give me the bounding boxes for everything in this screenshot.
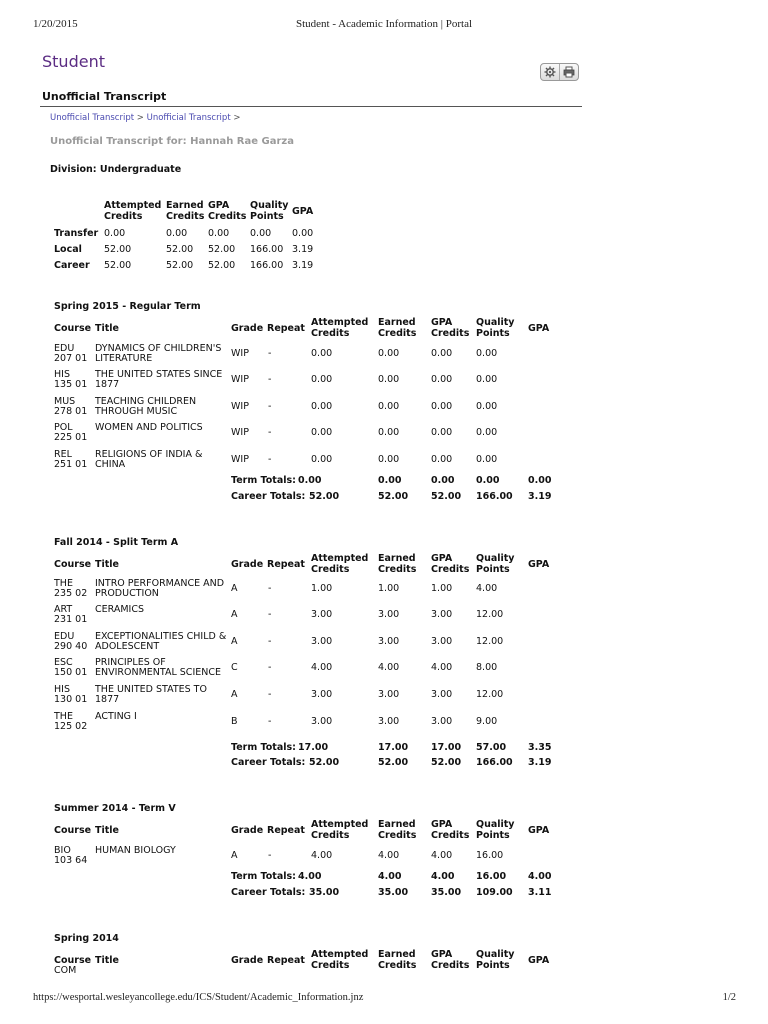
course-gpa-credits: 0.00 bbox=[431, 427, 453, 438]
career-total-value: 3.19 bbox=[528, 491, 552, 502]
course-code: EDU 207 01 bbox=[54, 343, 88, 364]
course-title: THE UNITED STATES TO 1877 bbox=[95, 684, 207, 705]
course-grade: A bbox=[231, 609, 238, 620]
course-column-header: GPA Credits bbox=[431, 819, 470, 841]
summary-header: Quality Points bbox=[250, 200, 289, 222]
course-gpa-credits: 1.00 bbox=[431, 583, 453, 594]
course-title: DYNAMICS OF CHILDREN'S LITERATURE bbox=[95, 343, 222, 364]
breadcrumb-link[interactable]: Unofficial Transcript bbox=[50, 113, 135, 123]
term-total-value: 17.00 bbox=[378, 742, 409, 753]
course-column-header: Grade bbox=[231, 825, 264, 836]
course-column-header: Repeat bbox=[267, 825, 305, 836]
course-repeat: - bbox=[268, 662, 272, 673]
course-grade: A bbox=[231, 583, 238, 594]
breadcrumb bbox=[50, 113, 240, 123]
course-quality-points: 0.00 bbox=[476, 348, 498, 359]
summary-value: 52.00 bbox=[104, 244, 132, 255]
course-grade: A bbox=[231, 689, 238, 700]
career-totals-label: Career Totals: bbox=[231, 887, 306, 898]
term-total-value: 0.00 bbox=[298, 475, 322, 486]
summary-value: 3.19 bbox=[292, 260, 314, 271]
course-code: REL 251 01 bbox=[54, 449, 88, 470]
course-title: ACTING I bbox=[95, 711, 137, 722]
term-total-value: 0.00 bbox=[528, 475, 552, 486]
course-earned: 0.00 bbox=[378, 427, 400, 438]
term-total-value: 0.00 bbox=[378, 475, 402, 486]
course-grade: WIP bbox=[231, 427, 249, 438]
term-total-value: 0.00 bbox=[431, 475, 455, 486]
course-earned: 4.00 bbox=[378, 850, 400, 861]
course-column-header: Quality Points bbox=[476, 317, 515, 339]
course-repeat: - bbox=[268, 348, 272, 359]
course-quality-points: 4.00 bbox=[476, 583, 498, 594]
course-code: ESC 150 01 bbox=[54, 657, 88, 678]
course-quality-points: 0.00 bbox=[476, 401, 498, 412]
course-title: WOMEN AND POLITICS bbox=[95, 422, 203, 433]
course-column-header: Attempted Credits bbox=[311, 553, 369, 575]
course-earned: 0.00 bbox=[378, 401, 400, 412]
course-quality-points: 0.00 bbox=[476, 454, 498, 465]
breadcrumb-separator: > bbox=[233, 113, 241, 123]
course-column-header: Title bbox=[95, 955, 119, 966]
summary-value: 52.00 bbox=[208, 260, 236, 271]
course-quality-points: 16.00 bbox=[476, 850, 504, 861]
career-total-value: 35.00 bbox=[378, 887, 409, 898]
course-gpa-credits: 0.00 bbox=[431, 348, 453, 359]
course-gpa-credits: 4.00 bbox=[431, 850, 453, 861]
course-earned: 1.00 bbox=[378, 583, 400, 594]
summary-header: GPA bbox=[292, 206, 314, 217]
summary-row-label: Transfer bbox=[54, 228, 99, 239]
course-column-header: Grade bbox=[231, 323, 264, 334]
course-attempted: 0.00 bbox=[311, 427, 333, 438]
term-total-value: 4.00 bbox=[528, 871, 552, 882]
course-gpa-credits: 0.00 bbox=[431, 454, 453, 465]
course-attempted: 0.00 bbox=[311, 454, 333, 465]
course-column-header: Quality Points bbox=[476, 819, 515, 841]
career-totals-label: Career Totals: bbox=[231, 757, 306, 768]
course-attempted: 0.00 bbox=[311, 401, 333, 412]
course-gpa-credits: 3.00 bbox=[431, 636, 453, 647]
summary-header: Attempted Credits bbox=[104, 200, 162, 222]
course-column-header: Earned Credits bbox=[378, 819, 417, 841]
course-gpa-credits: 0.00 bbox=[431, 401, 453, 412]
course-column-header: Earned Credits bbox=[378, 949, 417, 971]
course-grade: A bbox=[231, 850, 238, 861]
term-totals-label: Term Totals: bbox=[231, 742, 296, 753]
course-column-header: Repeat bbox=[267, 955, 305, 966]
course-gpa-credits: 0.00 bbox=[431, 374, 453, 385]
course-column-header: Quality Points bbox=[476, 949, 515, 971]
course-code: THE 125 02 bbox=[54, 711, 88, 732]
course-column-header: Course bbox=[54, 559, 92, 570]
course-code: EDU 290 40 bbox=[54, 631, 88, 652]
course-repeat: - bbox=[268, 716, 272, 727]
course-column-header: Course bbox=[54, 955, 92, 966]
course-repeat: - bbox=[268, 583, 272, 594]
career-total-value: 52.00 bbox=[309, 757, 340, 768]
section-divider bbox=[40, 106, 582, 107]
print-header bbox=[0, 14, 768, 34]
career-total-value: 52.00 bbox=[378, 491, 409, 502]
print-date: 1/20/2015 bbox=[33, 18, 78, 30]
course-attempted: 4.00 bbox=[311, 850, 333, 861]
course-repeat: - bbox=[268, 636, 272, 647]
toolbar-icons bbox=[540, 63, 579, 81]
summary-row-label: Career bbox=[54, 260, 90, 271]
print-url: https://wesportal.wesleyancollege.edu/ICS/Student/Academic_Information.jnz bbox=[33, 992, 364, 1003]
section-title: Unofficial Transcript bbox=[42, 90, 167, 103]
career-total-value: 52.00 bbox=[431, 491, 462, 502]
summary-header: Earned Credits bbox=[166, 200, 205, 222]
course-code: BIO 103 64 bbox=[54, 845, 88, 866]
summary-value: 0.00 bbox=[208, 228, 230, 239]
course-earned: 0.00 bbox=[378, 348, 400, 359]
career-total-value: 52.00 bbox=[378, 757, 409, 768]
summary-value: 0.00 bbox=[250, 228, 272, 239]
course-column-header: Title bbox=[95, 559, 119, 570]
course-repeat: - bbox=[268, 609, 272, 620]
course-code: HIS 130 01 bbox=[54, 684, 88, 705]
course-attempted: 0.00 bbox=[311, 348, 333, 359]
term-total-value: 17.00 bbox=[431, 742, 462, 753]
term-title: Fall 2014 - Split Term A bbox=[54, 537, 179, 548]
career-total-value: 166.00 bbox=[476, 757, 513, 768]
career-total-value: 3.11 bbox=[528, 887, 552, 898]
print-page-number: 1/2 bbox=[722, 992, 736, 1003]
course-repeat: - bbox=[268, 850, 272, 861]
course-code: MUS 278 01 bbox=[54, 396, 88, 417]
course-quality-points: 12.00 bbox=[476, 609, 504, 620]
term-total-value: 0.00 bbox=[476, 475, 500, 486]
course-quality-points: 0.00 bbox=[476, 427, 498, 438]
course-title: CERAMICS bbox=[95, 604, 145, 615]
course-title: HUMAN BIOLOGY bbox=[95, 845, 176, 856]
course-repeat: - bbox=[268, 427, 272, 438]
course-gpa-credits: 4.00 bbox=[431, 662, 453, 673]
term-totals-label: Term Totals: bbox=[231, 475, 296, 486]
course-attempted: 0.00 bbox=[311, 374, 333, 385]
summary-value: 52.00 bbox=[166, 244, 194, 255]
course-grade: WIP bbox=[231, 401, 249, 412]
course-gpa-credits: 3.00 bbox=[431, 716, 453, 727]
course-column-header: Grade bbox=[231, 559, 264, 570]
course-attempted: 1.00 bbox=[311, 583, 333, 594]
course-column-header: Earned Credits bbox=[378, 553, 417, 575]
course-earned: 0.00 bbox=[378, 454, 400, 465]
term-total-value: 17.00 bbox=[298, 742, 329, 753]
course-column-header: Repeat bbox=[267, 323, 305, 334]
course-title: TEACHING CHILDREN THROUGH MUSIC bbox=[95, 396, 197, 417]
summary-header: GPA Credits bbox=[208, 200, 247, 222]
course-code: POL 225 01 bbox=[54, 422, 88, 443]
course-attempted: 3.00 bbox=[311, 609, 333, 620]
career-total-value: 3.19 bbox=[528, 757, 552, 768]
course-gpa-credits: 3.00 bbox=[431, 609, 453, 620]
course-column-header: Course bbox=[54, 323, 92, 334]
course-earned: 3.00 bbox=[378, 716, 400, 727]
term-totals-label: Term Totals: bbox=[231, 871, 296, 882]
course-quality-points: 12.00 bbox=[476, 689, 504, 700]
course-column-header: Attempted Credits bbox=[311, 819, 369, 841]
division-label: Division: Undergraduate bbox=[50, 164, 182, 175]
summary-value: 166.00 bbox=[250, 260, 284, 271]
course-grade: B bbox=[231, 716, 238, 727]
career-total-value: 35.00 bbox=[309, 887, 340, 898]
course-code: HIS 135 01 bbox=[54, 369, 88, 390]
course-gpa-credits: 3.00 bbox=[431, 689, 453, 700]
course-quality-points: 9.00 bbox=[476, 716, 498, 727]
course-title: INTRO PERFORMANCE AND PRODUCTION bbox=[95, 578, 225, 599]
course-grade: WIP bbox=[231, 348, 249, 359]
course-code: COM bbox=[54, 965, 77, 976]
career-total-value: 52.00 bbox=[431, 757, 462, 768]
term-total-value: 16.00 bbox=[476, 871, 507, 882]
course-earned: 3.00 bbox=[378, 636, 400, 647]
course-column-header: Title bbox=[95, 323, 119, 334]
course-title: EXCEPTIONALITIES CHILD & ADOLESCENT bbox=[95, 631, 227, 652]
summary-row-label: Local bbox=[54, 244, 82, 255]
course-grade: C bbox=[231, 662, 238, 673]
career-total-value: 35.00 bbox=[431, 887, 462, 898]
course-column-header: Title bbox=[95, 825, 119, 836]
term-total-value: 3.35 bbox=[528, 742, 552, 753]
breadcrumb-link[interactable]: Unofficial Transcript bbox=[146, 113, 231, 123]
course-repeat: - bbox=[268, 401, 272, 412]
course-code: THE 235 02 bbox=[54, 578, 88, 599]
summary-value: 52.00 bbox=[208, 244, 236, 255]
course-quality-points: 8.00 bbox=[476, 662, 498, 673]
course-grade: WIP bbox=[231, 454, 249, 465]
course-attempted: 4.00 bbox=[311, 662, 333, 673]
course-title: PRINCIPLES OF ENVIRONMENTAL SCIENCE bbox=[95, 657, 221, 678]
course-column-header: Attempted Credits bbox=[311, 949, 369, 971]
course-column-header: Course bbox=[54, 825, 92, 836]
print-footer bbox=[0, 992, 768, 1012]
course-column-header: GPA bbox=[528, 559, 550, 570]
course-earned: 4.00 bbox=[378, 662, 400, 673]
breadcrumb-separator: > bbox=[136, 113, 144, 123]
summary-value: 3.19 bbox=[292, 244, 314, 255]
course-column-header: Quality Points bbox=[476, 553, 515, 575]
course-code: ART 231 01 bbox=[54, 604, 88, 625]
print-page-title: Student - Academic Information | Portal bbox=[295, 18, 473, 30]
course-earned: 3.00 bbox=[378, 689, 400, 700]
term-title: Summer 2014 - Term V bbox=[54, 803, 176, 814]
course-column-header: Repeat bbox=[267, 559, 305, 570]
course-quality-points: 12.00 bbox=[476, 636, 504, 647]
summary-value: 52.00 bbox=[166, 260, 194, 271]
career-total-value: 52.00 bbox=[309, 491, 340, 502]
course-repeat: - bbox=[268, 454, 272, 465]
term-total-value: 4.00 bbox=[378, 871, 402, 882]
term-title: Spring 2015 - Regular Term bbox=[54, 301, 201, 312]
career-total-value: 166.00 bbox=[476, 491, 513, 502]
course-earned: 3.00 bbox=[378, 609, 400, 620]
career-total-value: 109.00 bbox=[476, 887, 513, 898]
transcript-owner: Unofficial Transcript for: Hannah Rae Garza bbox=[50, 136, 294, 147]
course-title: RELIGIONS OF INDIA & CHINA bbox=[95, 449, 203, 470]
summary-value: 0.00 bbox=[104, 228, 126, 239]
career-totals-label: Career Totals: bbox=[231, 491, 306, 502]
print-icon[interactable] bbox=[559, 64, 578, 80]
course-title: THE UNITED STATES SINCE 1877 bbox=[95, 369, 223, 390]
term-total-value: 4.00 bbox=[298, 871, 322, 882]
course-attempted: 3.00 bbox=[311, 716, 333, 727]
course-grade: A bbox=[231, 636, 238, 647]
course-column-header: GPA Credits bbox=[431, 553, 470, 575]
course-repeat: - bbox=[268, 374, 272, 385]
term-title: Spring 2014 bbox=[54, 933, 119, 944]
course-attempted: 3.00 bbox=[311, 689, 333, 700]
course-column-header: GPA bbox=[528, 825, 550, 836]
app-title: Student bbox=[42, 52, 105, 71]
summary-value: 166.00 bbox=[250, 244, 284, 255]
summary-value: 52.00 bbox=[104, 260, 132, 271]
course-attempted: 3.00 bbox=[311, 636, 333, 647]
course-column-header: GPA bbox=[528, 323, 550, 334]
course-repeat: - bbox=[268, 689, 272, 700]
settings-icon[interactable] bbox=[541, 64, 559, 80]
course-column-header: Grade bbox=[231, 955, 264, 966]
course-column-header: GPA bbox=[528, 955, 550, 966]
term-total-value: 57.00 bbox=[476, 742, 507, 753]
course-grade: WIP bbox=[231, 374, 249, 385]
course-column-header: GPA Credits bbox=[431, 317, 470, 339]
term-total-value: 4.00 bbox=[431, 871, 455, 882]
summary-value: 0.00 bbox=[166, 228, 188, 239]
course-quality-points: 0.00 bbox=[476, 374, 498, 385]
course-column-header: Attempted Credits bbox=[311, 317, 369, 339]
course-column-header: GPA Credits bbox=[431, 949, 470, 971]
summary-value: 0.00 bbox=[292, 228, 314, 239]
course-earned: 0.00 bbox=[378, 374, 400, 385]
course-column-header: Earned Credits bbox=[378, 317, 417, 339]
